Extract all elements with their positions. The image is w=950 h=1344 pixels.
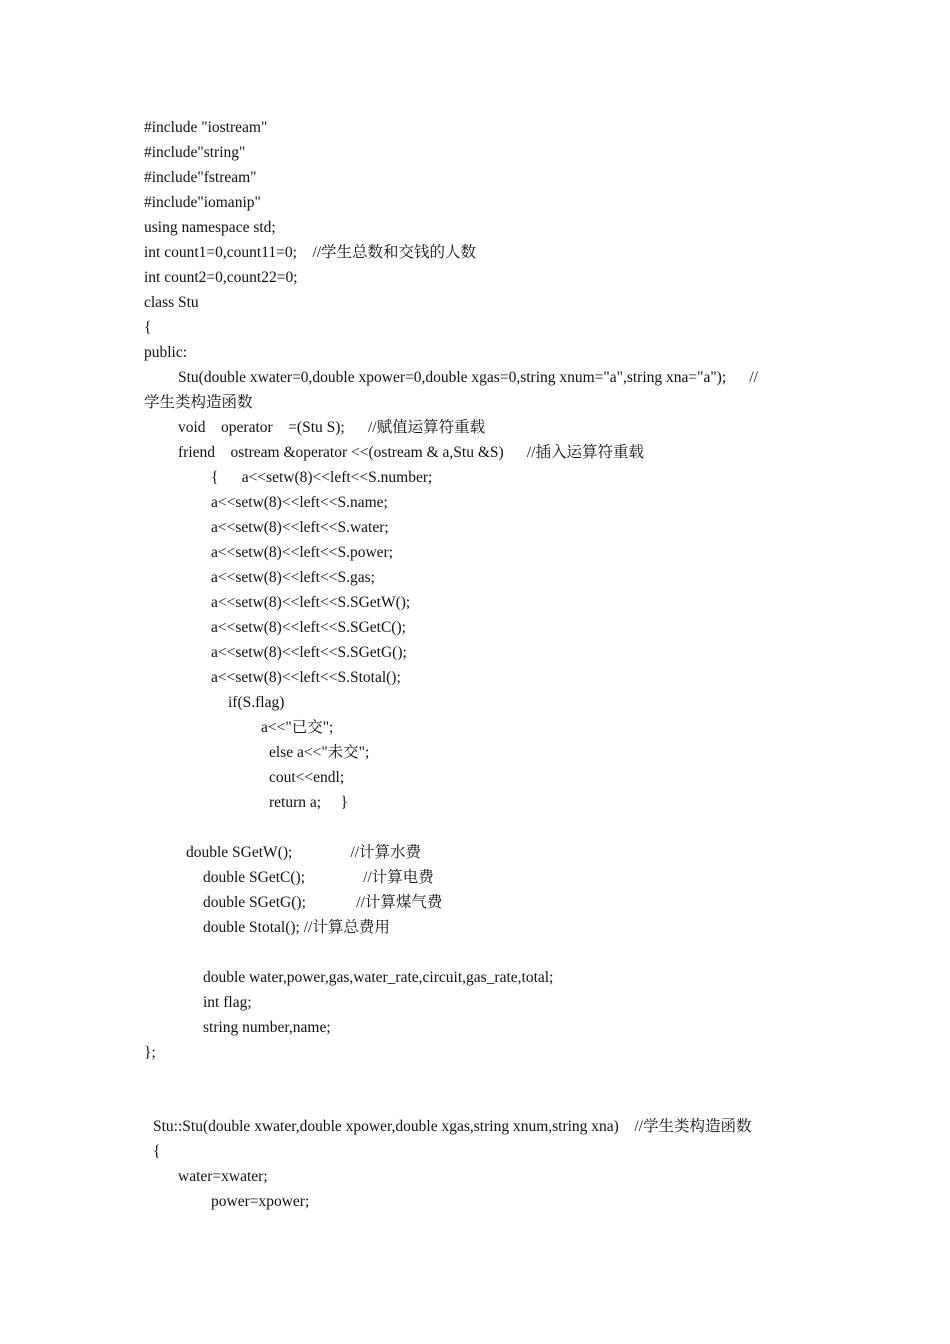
code-line: cout<<endl; — [269, 769, 345, 786]
code-line: double Stotal(); //计算总费用 — [203, 919, 390, 936]
code-line: 学生类构造函数 — [144, 394, 253, 411]
code-line: friend ostream &operator <<(ostream & a,Stu &S) //插入运算符重载 — [178, 444, 645, 461]
code-line: a<<setw(8)<<left<<S.Stotal(); — [211, 669, 401, 686]
code-line: double water,power,gas,water_rate,circuit,gas_rate,total; — [203, 969, 554, 986]
code-line: #include "iostream" — [144, 119, 268, 136]
code-line: a<<setw(8)<<left<<S.SGetG(); — [211, 644, 407, 661]
code-line: using namespace std; — [144, 219, 276, 236]
code-line: #include"string" — [144, 144, 246, 161]
code-line: #include"fstream" — [144, 169, 257, 186]
code-line: a<<setw(8)<<left<<S.gas; — [211, 569, 375, 586]
code-line: a<<setw(8)<<left<<S.SGetC(); — [211, 619, 406, 636]
code-line: a<<setw(8)<<left<<S.water; — [211, 519, 389, 536]
code-line: a<<setw(8)<<left<<S.name; — [211, 494, 388, 511]
code-line: #include"iomanip" — [144, 194, 261, 211]
code-line: a<<"已交"; — [261, 719, 334, 736]
code-line: void operator =(Stu S); //赋值运算符重载 — [178, 419, 486, 436]
code-line: int flag; — [203, 994, 252, 1011]
code-line: double SGetC(); //计算电费 — [203, 869, 434, 886]
code-line: { — [153, 1143, 161, 1160]
code-line: string number,name; — [203, 1019, 331, 1036]
code-line: double SGetG(); //计算煤气费 — [203, 894, 443, 911]
code-line: else a<<"未交"; — [269, 744, 370, 761]
code-line: int count2=0,count22=0; — [144, 269, 298, 286]
code-line: return a; } — [269, 794, 348, 811]
code-line: }; — [144, 1044, 156, 1061]
code-line: Stu(double xwater=0,double xpower=0,double xgas=0,string xnum="a",string xna="a"); // — [178, 369, 758, 386]
code-line: power=xpower; — [211, 1193, 310, 1210]
code-line: double SGetW(); //计算水费 — [186, 844, 422, 861]
code-line: if(S.flag) — [228, 694, 285, 711]
code-line: Stu::Stu(double xwater,double xpower,double xgas,string xnum,string xna) //学生类构造函数 — [153, 1118, 752, 1135]
code-line: water=xwater; — [178, 1168, 268, 1185]
code-line: a<<setw(8)<<left<<S.SGetW(); — [211, 594, 411, 611]
code-line: public: — [144, 344, 188, 361]
code-line: int count1=0,count11=0; //学生总数和交钱的人数 — [144, 244, 477, 261]
code-line: a<<setw(8)<<left<<S.power; — [211, 544, 394, 561]
code-line: class Stu — [144, 294, 199, 311]
code-line: { a<<setw(8)<<left<<S.number; — [211, 469, 433, 486]
code-line: { — [144, 319, 152, 336]
